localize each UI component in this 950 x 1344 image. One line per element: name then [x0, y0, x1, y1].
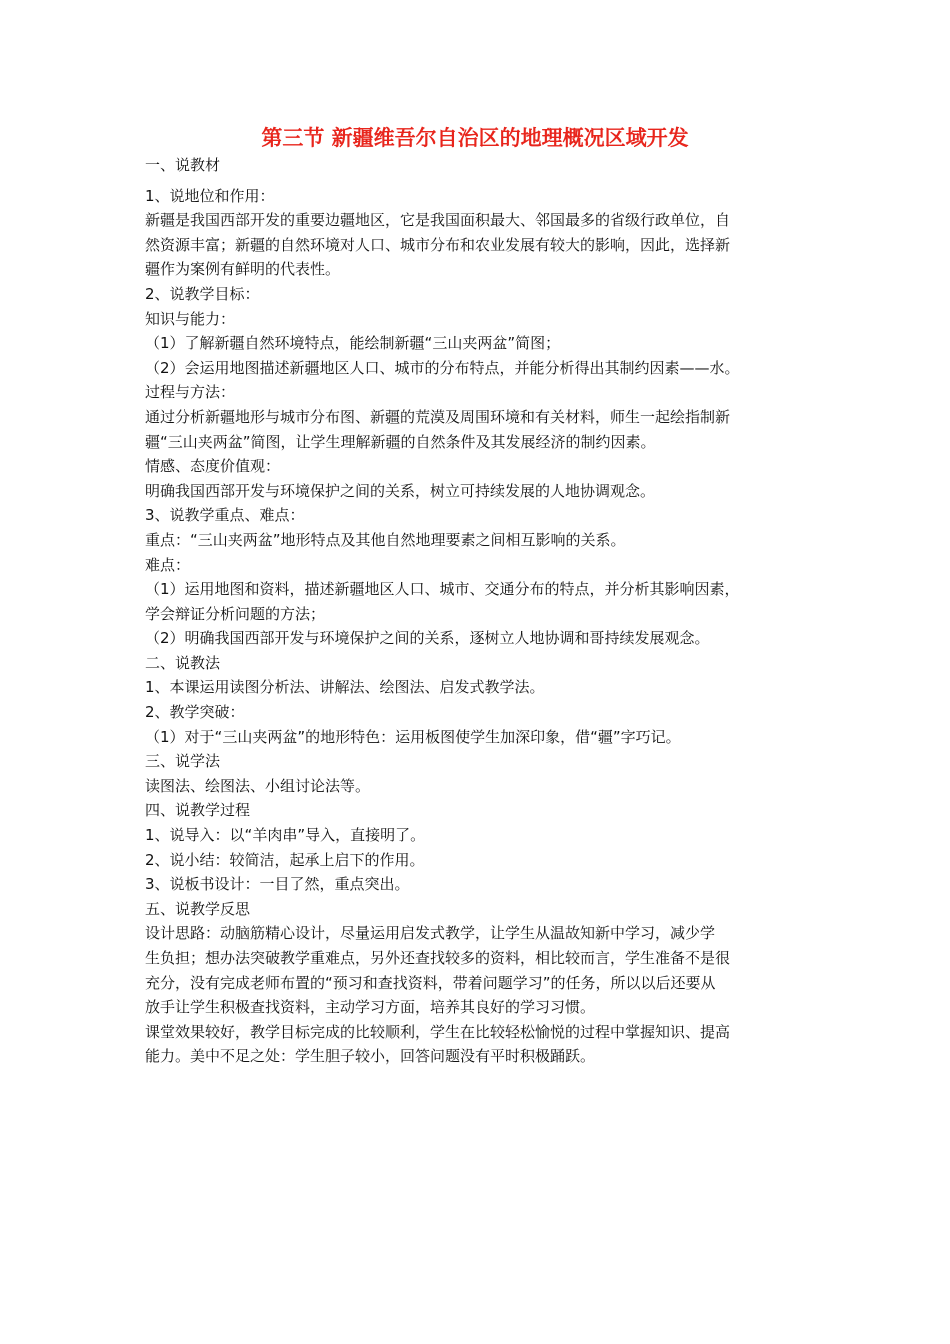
text-line: 3、说教学重点、难点：: [145, 506, 305, 525]
text-line: （1）对于“三山夹两盆”的地形特色：运用板图使学生加深印象，借“疆”字巧记。: [145, 727, 681, 746]
text-line: 情感、态度价值观：: [145, 457, 281, 476]
text-line: 充分，没有完成老师布置的“预习和查找资料，带着问题学习”的任务，所以以后还要从: [145, 973, 716, 992]
text-line: 然资源丰富；新疆的自然环境对人口、城市分布和农业发展有较大的影响，因此，选择新: [145, 235, 731, 254]
text-line: 能力。美中不足之处：学生胆子较小，回答问题没有平时积极踊跃。: [145, 1047, 596, 1066]
text-line: 过程与方法：: [145, 383, 236, 402]
text-line: 3、说板书设计：一目了然，重点突出。: [145, 875, 410, 894]
text-line: 新疆是我国西部开发的重要边疆地区，它是我国面积最大、邻国最多的省级行政单位，自: [145, 211, 731, 230]
text-line: 生负担；想办法突破教学重难点，另外还查找较多的资料，相比较而言，学生准备不是很: [145, 949, 731, 967]
text-line: 二、说教法: [145, 653, 221, 672]
text-line: 2、说教学目标：: [145, 284, 260, 303]
text-line: 2、说小结：较简洁，起承上启下的作用。: [145, 850, 425, 869]
text-line: 难点：: [145, 555, 191, 574]
text-line: （1）运用地图和资料，描述新疆地区人口、城市、交通分布的特点，并分析其影响因素，: [145, 580, 740, 599]
document-title: 第三节 新疆维吾尔自治区的地理概况区域开发: [261, 126, 689, 150]
text-line: 疆“三山夹两盆”简图，让学生理解新疆的自然条件及其发展经济的制约因素。: [145, 432, 656, 451]
text-line: （2）会运用地图描述新疆地区人口、城市的分布特点，并能分析得出其制约因素——水。: [145, 358, 740, 377]
document-body: [145, 153, 815, 1069]
text-line: 学会辩证分析问题的方法；: [145, 604, 326, 623]
text-line: 课堂效果较好，教学目标完成的比较顺利，学生在比较轻松愉悦的过程中掌握知识、提高: [145, 1022, 731, 1041]
text-line: 重点：“三山夹两盆”地形特点及其他自然地理要素之间相互影响的关系。: [145, 530, 626, 549]
text-line: 知识与能力：: [145, 309, 236, 328]
text-line: （2）明确我国西部开发与环境保护之间的关系，逐树立人地协调和哥持续发展观念。: [145, 629, 710, 648]
text-line: 三、说学法: [145, 752, 221, 771]
text-line: 2、教学突破：: [145, 703, 245, 722]
text-line: 读图法、绘图法、小组讨论法等。: [145, 776, 371, 795]
text-line: 五、说教学反思: [145, 899, 251, 918]
text-line: 一、说教材: [145, 156, 221, 174]
text-line: （1）了解新疆自然环境特点，能绘制新疆“三山夹两盆”简图；: [145, 334, 561, 353]
text-line: 放手让学生积极查找资料，主动学习方面，培养其良好的学习习惯。: [145, 998, 596, 1017]
text-line: 四、说教学过程: [145, 801, 251, 820]
text-line: 1、说地位和作用：: [145, 186, 275, 205]
text-line: 疆作为案例有鲜明的代表性。: [145, 260, 341, 279]
text-line: 通过分析新疆地形与城市分布图、新疆的荒漠及周围环境和有关材料，师生一起绘指制新: [145, 407, 731, 426]
text-line: 1、本课运用读图分析法、讲解法、绘图法、启发式教学法。: [145, 678, 545, 697]
text-line: 设计思路：动脑筋精心设计，尽量运用启发式教学，让学生从温故知新中学习，减少学: [145, 924, 716, 943]
text-line: 1、说导入：以“羊肉串”导入，直接明了。: [145, 826, 426, 845]
text-line: 明确我国西部开发与环境保护之间的关系，树立可持续发展的人地协调观念。: [145, 481, 656, 500]
